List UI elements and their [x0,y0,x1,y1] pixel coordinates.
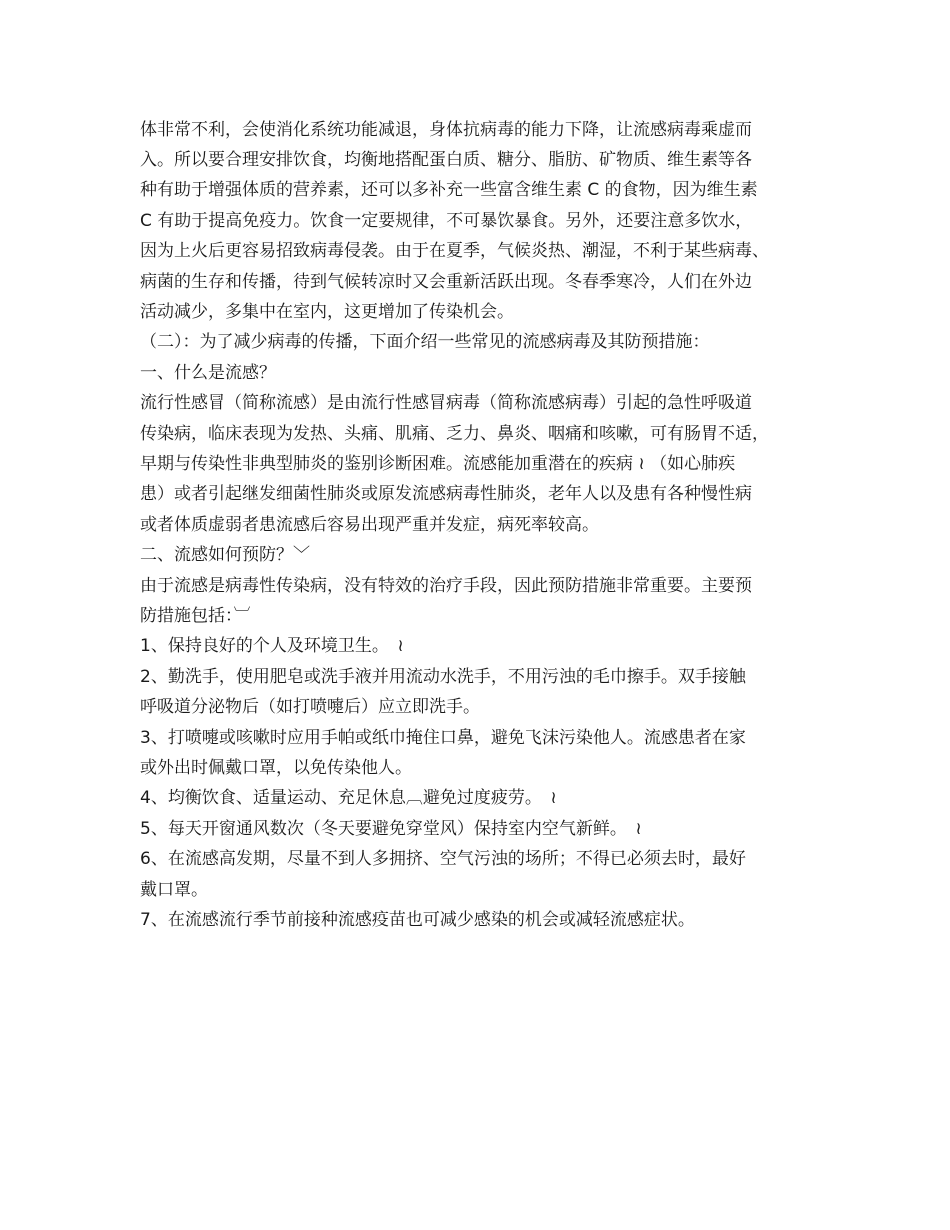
list-item-continuation: 呼吸道分泌物后（如打喷嚏后）应立即洗手。 [140,697,480,717]
text-line: 传染病，临床表现为发热、头痛、肌痛、乏力、鼻炎、咽痛和咳嗽，可有肠胃不适， [140,424,769,444]
text-line: 早期与传染性非典型肺炎的鉴别诊断困难。流感能加重潜在的疾病 ≀ （如心肺疾 [140,454,736,474]
list-item: 6、在流感高发期，尽量不到人多拥挤、空气污浊的场所；不得已必须去时，最好 [140,849,746,869]
text-line: 因为上火后更容易招致病毒侵袭。由于在夏季，气候炎热、潮湿，不利于某些病毒、 [140,241,769,261]
list-item: 1、保持良好的个人及环境卫生。 ≀ [140,636,404,656]
list-item-continuation: 或外出时佩戴口罩，以免传染他人。 [140,758,412,778]
text-line: 入。所以要合理安排饮食，均衡地搭配蛋白质、糖分、脂肪、矿物质、维生素等各 [140,150,752,170]
list-item: 3、打喷嚏或咳嗽时应用手帕或纸巾掩住口鼻，避免飞沫污染他人。流感患者在家 [140,728,746,748]
text-line: 由于流感是病毒性传染病，没有特效的治疗手段，因此预防措施非常重要。主要预 [140,576,752,596]
text-line: C 有助于提高免疫力。饮食一定要规律，不可暴饮暴食。另外，还要注意多饮水， [140,211,753,231]
list-item: 5、每天开窗通风数次（冬天要避免穿堂风）保持室内空气新鲜。 ≀ [140,819,642,839]
text-line: 种有助于增强体质的营养素，还可以多补充一些富含维生素 C 的食物，因为维生素 [140,180,758,200]
section-heading: （二）：为了减少病毒的传播，下面介绍一些常见的流感病毒及其防预措施： [140,332,710,352]
text-line: 流行性感冒（简称流感）是由流行性感冒病毒（简称流感病毒）引起的急性呼吸道 [140,393,752,413]
section-heading: 二、流感如何预防？﹀ [140,545,310,565]
text-line: 活动减少，多集中在室内，这更增加了传染机会。 [140,302,514,322]
text-line: 或者体质虚弱者患流感后容易出现严重并发症，病死率较高。 [140,515,599,535]
list-item: 4、均衡饮食、适量运动、充足休息︹避免过度疲劳。 ≀ [140,788,557,808]
list-item: 2、勤洗手，使用肥皂或洗手液并用流动水洗手，不用污浊的毛巾擦手。双手接触 [140,667,746,687]
text-line: 体非常不利，会使消化系统功能减退，身体抗病毒的能力下降，让流感病毒乘虚而 [140,120,752,140]
list-item: 7、在流感流行季节前接种流感疫苗也可减少感染的机会或减轻流感症状。 [140,910,695,930]
section-heading: 一、什么是流感？ [140,363,276,383]
text-line: 患）或者引起继发细菌性肺炎或原发流感病毒性肺炎，老年人以及患有各种慢性病 [140,484,752,504]
text-line: 病菌的生存和传播，待到气候转凉时又会重新活跃出现。冬春季寒冷，人们在外边 [140,272,752,292]
list-item-continuation: 戴口罩。 [140,880,208,900]
text-line: 防措施包括：︺ [140,606,251,626]
